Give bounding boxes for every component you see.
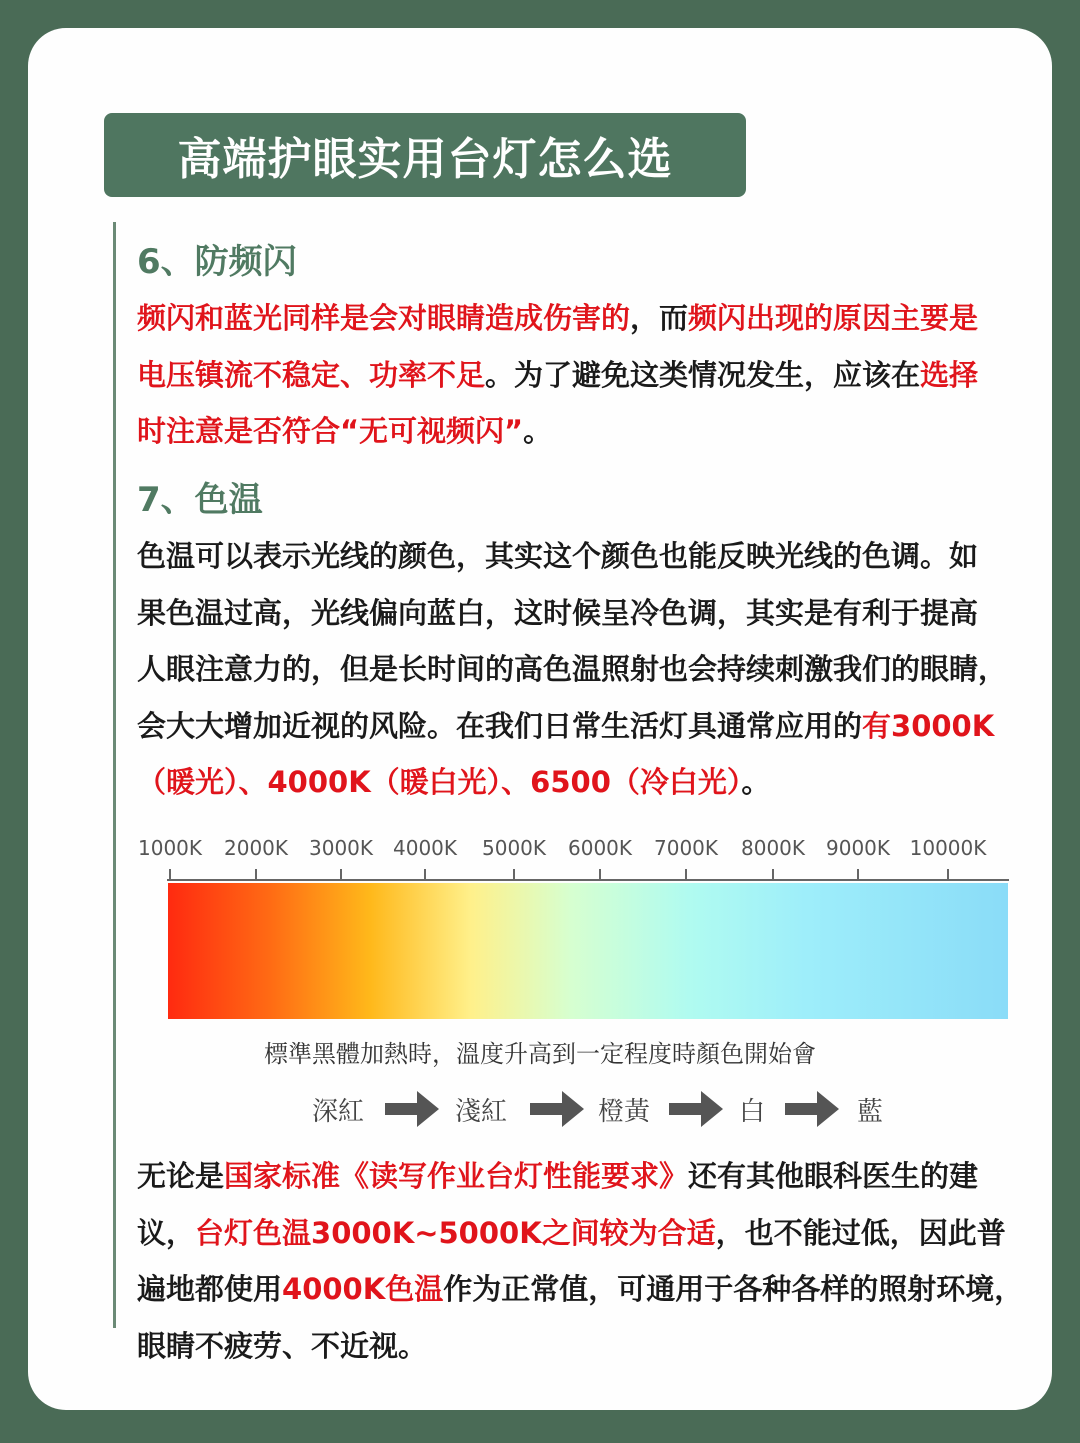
- text-line: [137, 641, 1057, 698]
- text-line: [137, 1205, 1057, 1262]
- highlight-text: 频闪出现的原因主要是: [688, 301, 979, 335]
- scale-tick-label: 6000K: [567, 836, 633, 860]
- right-arrow-icon: [783, 1087, 841, 1131]
- text-line: [137, 347, 1057, 404]
- text-line: [137, 1148, 1057, 1205]
- text-line: [137, 290, 1057, 347]
- body-text: 遍地都使用: [137, 1272, 283, 1306]
- highlight-text: 国家标准《读写作业台灯性能要求》: [224, 1159, 689, 1193]
- color-temperature-gradient: [168, 883, 1008, 1019]
- highlight-text: 频闪和蓝光同样是会对眼睛造成伤害的: [137, 301, 631, 335]
- right-arrow-icon: [528, 1087, 586, 1131]
- scale-tick-mark: [772, 869, 774, 881]
- highlight-text: 电压镇流不稳定、功率不足: [137, 357, 486, 392]
- page-title: 高端护眼实用台灯怎么选: [104, 113, 746, 197]
- scale-tick-label: 8000K: [740, 836, 806, 860]
- body-text: ，而: [630, 301, 689, 335]
- section-6-heading: 6、防频闪: [137, 242, 297, 282]
- scale-tick-mark: [857, 869, 859, 881]
- progression-word: 藍: [856, 1097, 884, 1127]
- scale-tick-mark: [169, 869, 171, 881]
- text-line: [137, 698, 1057, 755]
- body-text: 色温可以表示光线的颜色，其实这个颜色也能反映光线的色调。如: [137, 539, 979, 573]
- section-7-heading: 7、色温: [137, 480, 263, 520]
- body-text: 人眼注意力的，但是长时间的高色温照射也会持续刺激我们的眼睛，: [137, 652, 1008, 686]
- scale-tick-label: 1000K: [137, 836, 203, 860]
- body-text: 议，: [137, 1215, 196, 1250]
- text-line: [137, 1318, 1057, 1375]
- conclusion-paragraph: [137, 1148, 1057, 1374]
- scale-tick-label: 10000K: [909, 836, 987, 860]
- scale-tick-mark: [340, 869, 342, 881]
- scale-tick-mark: [255, 869, 257, 881]
- highlight-text: （暖光）、4000K（暖白光）、6500（冷白光）: [137, 765, 742, 799]
- right-arrow-icon: [383, 1087, 441, 1131]
- scale-tick-mark: [947, 869, 949, 881]
- section-7-paragraph: [137, 528, 1057, 811]
- right-arrow-icon: [667, 1087, 725, 1131]
- scale-tick-label: 2000K: [223, 836, 289, 860]
- section-6-paragraph: [137, 290, 1057, 460]
- scale-tick-label: 9000K: [825, 836, 891, 860]
- body-text: 会大大增加近视的风险。在我们日常生活灯具通常应用的: [137, 708, 863, 743]
- scale-tick-label: 7000K: [653, 836, 719, 860]
- body-text: 还有其他眼科医生的建: [688, 1159, 979, 1193]
- scale-tick-label: 3000K: [308, 836, 374, 860]
- scale-tick-label: 4000K: [392, 836, 458, 860]
- body-text: 无论是: [137, 1159, 225, 1193]
- body-text: 眼睛不疲劳、不近视。: [137, 1328, 428, 1363]
- body-text: 。为了避免这类情况发生，应该在: [485, 357, 921, 392]
- scale-tick-label: 5000K: [481, 836, 547, 860]
- scale-caption: 標準黑體加熱時，溫度升高到一定程度時顏色開始會: [264, 1040, 816, 1068]
- text-line: [137, 1261, 1057, 1318]
- highlight-text: 台灯色温3000K~5000K之间较为合适: [195, 1215, 716, 1250]
- progression-word: 淺紅: [454, 1097, 508, 1127]
- body-text: 。: [523, 414, 553, 448]
- progression-word: 白: [738, 1097, 766, 1127]
- scale-axis-line: [167, 879, 1009, 881]
- left-accent-rule: [113, 222, 116, 1328]
- color-temperature-scale: [130, 836, 1030, 1026]
- body-text: ，也不能过低，因此普: [715, 1215, 1006, 1250]
- body-text: 果色温过高，光线偏向蓝白，这时候呈冷色调，其实是有利于提高: [137, 595, 979, 630]
- body-text: 。: [741, 765, 771, 799]
- text-line: [137, 528, 1057, 585]
- text-line: [137, 585, 1057, 642]
- scale-tick-mark: [599, 869, 601, 881]
- text-line: [137, 403, 1057, 460]
- body-text: 作为正常值，可通用于各种各样的照射环境，: [443, 1272, 1024, 1306]
- progression-word: 深紅: [311, 1097, 365, 1127]
- highlight-text: 时注意是否符合“无可视频闪”: [137, 414, 524, 448]
- highlight-text: 4000K色温: [282, 1272, 444, 1306]
- scale-tick-mark: [513, 869, 515, 881]
- scale-tick-mark: [685, 869, 687, 881]
- color-progression: [0, 1083, 1080, 1135]
- text-line: [137, 754, 1057, 811]
- highlight-text: 选择: [920, 357, 979, 392]
- scale-tick-mark: [424, 869, 426, 881]
- highlight-text: 有3000K: [862, 708, 995, 743]
- progression-word: 橙黃: [597, 1097, 651, 1127]
